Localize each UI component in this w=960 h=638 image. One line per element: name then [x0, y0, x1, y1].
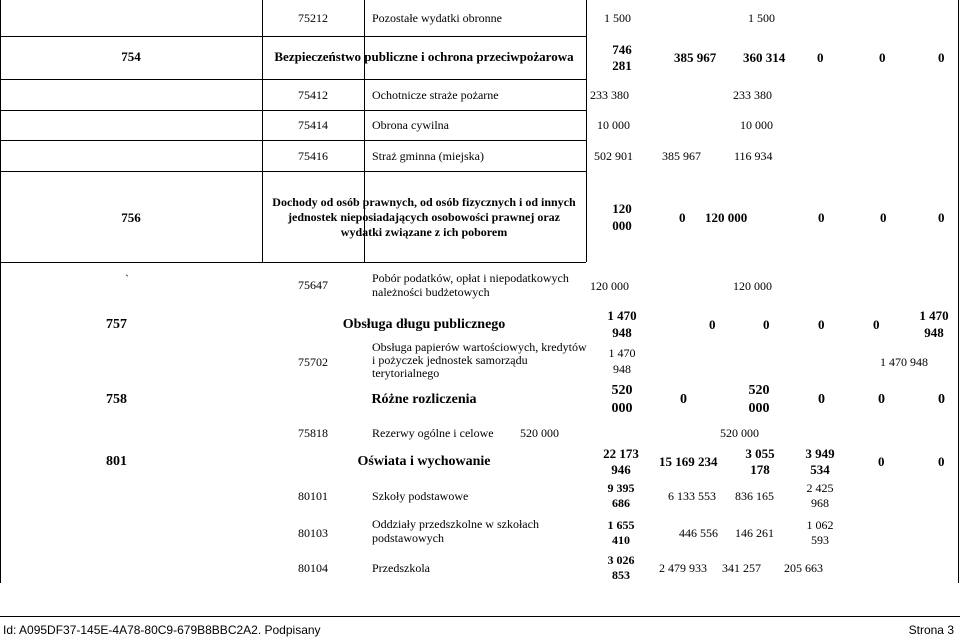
table-row-756-name-line3: wydatki związane z ich poborem — [340, 225, 508, 239]
table-row-80101-total-1: 9 395 — [607, 481, 635, 495]
table-row-801-col4-1: 3 949 — [805, 446, 835, 461]
table-row-75414-value: 10 000 — [740, 118, 773, 132]
table-row-75414-name: Obrona cywilna — [372, 118, 449, 132]
table-row-758-col3-2: 000 — [748, 401, 770, 416]
table-row-757-col6-1: 1 470 — [919, 308, 949, 323]
table-row-80104-total-2: 853 — [612, 568, 630, 582]
table-row-801-total-2: 946 — [611, 462, 631, 477]
table-row-80101-total-2: 686 — [612, 496, 630, 510]
table-row-757-code: 757 — [106, 317, 127, 332]
table-row-75702-value: 1 470 948 — [880, 355, 928, 369]
table-row-757-total-1: 1 470 — [607, 308, 637, 323]
row-divider — [0, 79, 586, 80]
table-row-80101-code: 80101 — [298, 489, 328, 503]
table-row-80101-name: Szkoły podstawowe — [372, 489, 469, 503]
table-row-80103-name-line1: Oddziały przedszkolne w szkołach — [372, 517, 539, 531]
table-row-80104-total-1: 3 026 — [607, 553, 635, 567]
table-row-75212-name: Pozostałe wydatki obronne — [372, 11, 502, 25]
table-row-80103-col2: 446 556 — [679, 526, 718, 540]
table-row-75702-name-line1: Obsługa papierów wartościowych, kredytów — [372, 340, 587, 354]
table-row-75702-name-line3: terytorialnego — [372, 366, 440, 380]
table-row-756-total-1: 120 — [612, 201, 632, 216]
table-row-801-col4-2: 534 — [810, 462, 830, 477]
table-row-757-col5: 0 — [873, 317, 880, 332]
table-row-757-col2: 0 — [709, 317, 716, 332]
table-row-801-col3-1: 3 055 — [745, 446, 775, 461]
table-row-75416-total: 502 901 — [594, 149, 633, 163]
table-row-80101-col3: 836 165 — [735, 489, 774, 503]
table-row-756-col6: 0 — [938, 210, 945, 225]
table-row-754-col5: 0 — [879, 50, 886, 65]
table-row-754-col3: 360 314 — [743, 50, 786, 65]
right-border — [958, 0, 959, 583]
table-row-758-col6: 0 — [938, 392, 945, 407]
table-row-801-total-1: 22 173 — [603, 446, 639, 461]
table-row-75702-total-2: 948 — [613, 362, 631, 376]
table-row-80103-col4-1: 1 062 — [806, 518, 834, 532]
table-row-75818-value: 520 000 — [720, 426, 759, 440]
table-row-80103-col4-2: 593 — [811, 533, 829, 547]
table-row-756-col2: 0 — [679, 210, 686, 225]
table-row-801-col5: 0 — [878, 454, 885, 469]
table-row-801-col6: 0 — [938, 454, 945, 469]
table-row-75414-total: 10 000 — [597, 118, 630, 132]
row-divider — [0, 110, 586, 111]
table-row-80103-code: 80103 — [298, 526, 328, 540]
table-row-75647-name-line1: Pobór podatków, opłat i niepodatkowych — [372, 271, 569, 285]
table-row-75416-code: 75416 — [298, 149, 328, 163]
table-row-75416-name: Straż gminna (miejska) — [372, 149, 484, 163]
table-row-801-name: Oświata i wychowanie — [357, 454, 491, 469]
table-row-75647-value: 120 000 — [733, 279, 772, 293]
row-divider — [0, 36, 586, 37]
table-row-801-col3-2: 178 — [750, 462, 770, 477]
row-divider — [0, 140, 586, 141]
table-row-758-col5: 0 — [878, 392, 885, 407]
table-row-756-col3: 120 000 — [705, 210, 748, 225]
page-number: Strona 3 — [908, 623, 954, 637]
table-row-75818-name: Rezerwy ogólne i celowe — [372, 426, 494, 440]
table-row-757-col6-2: 948 — [924, 325, 944, 340]
table-row-758-total-1: 520 — [611, 383, 633, 398]
table-row-75412-name: Ochotnicze straże pożarne — [372, 88, 499, 102]
table-row-75702-name-line2: i pożyczek jednostek samorządu — [372, 353, 528, 367]
document-id: Id: A095DF37-145E-4A78-80C9-679B8BBC2A2. Podpisany — [3, 623, 321, 637]
table-row-75818-code: 75818 — [298, 426, 328, 440]
table-row-80103-total-2: 410 — [612, 533, 630, 547]
table-row-756-name-line2: jednostek nieposiadających osobowości prawnej oraz — [288, 210, 560, 224]
table-row-754-col6: 0 — [938, 50, 945, 65]
table-row-758-col4: 0 — [818, 392, 825, 407]
row-divider — [0, 262, 586, 263]
table-row-758-total-2: 000 — [611, 401, 633, 416]
table-row-80104-col2: 2 479 933 — [659, 561, 707, 575]
table-row-80104-col4: 205 663 — [784, 561, 823, 575]
table-row-80101-col4-1: 2 425 — [806, 481, 834, 495]
table-row-75702-total-1: 1 470 — [608, 346, 636, 360]
table-row-757-total-2: 948 — [612, 325, 632, 340]
table-row-758-col2: 0 — [680, 392, 687, 407]
table-row-75647-code: 75647 — [298, 278, 328, 292]
table-row-75647-total: 120 000 — [590, 279, 629, 293]
table-row-754-total-2: 281 — [612, 58, 632, 73]
table-row-754-name: Bezpieczeństwo publiczne i ochrona przeciwpożarowa — [274, 49, 574, 64]
left-border — [0, 0, 1, 583]
table-row-754-total-1: 746 — [612, 42, 632, 57]
table-row-75412-total: 233 380 — [590, 88, 629, 102]
table-row-75412-code: 75412 — [298, 88, 328, 102]
table-row-80103-total-1: 1 655 — [607, 518, 635, 532]
table-row-80101-col2: 6 133 553 — [668, 489, 716, 503]
table-row-80104-name: Przedszkola — [372, 561, 430, 575]
table-row-754-col2: 385 967 — [674, 50, 717, 65]
table-row-75647-mark: ` — [125, 272, 129, 286]
table-row-757-col3: 0 — [763, 317, 770, 332]
table-row-754-col4: 0 — [817, 50, 824, 65]
table-row-75412-value: 233 380 — [733, 88, 772, 102]
table-row-758-code: 758 — [106, 392, 127, 407]
table-row-80101-col4-2: 968 — [811, 496, 829, 510]
table-row-756-total-2: 000 — [612, 218, 632, 233]
table-row-757-name: Obsługa długu publicznego — [342, 317, 506, 332]
table-row-756-code: 756 — [121, 210, 141, 225]
table-row-80103-col3: 146 261 — [735, 526, 774, 540]
table-row-80103-name-line2: podstawowych — [372, 531, 444, 545]
table-row-75212-total: 1 500 — [604, 11, 631, 25]
table-row-75212-code: 75212 — [298, 11, 328, 25]
table-row-756-name-line1: Dochody od osób prawnych, od osób fizycznych i od innych — [272, 195, 576, 209]
table-row-75702-code: 75702 — [298, 355, 328, 369]
table-row-756-col5: 0 — [880, 210, 887, 225]
table-row-75416-col3: 116 934 — [734, 149, 773, 163]
table-row-756-col4: 0 — [818, 210, 825, 225]
table-row-754-code: 754 — [121, 49, 141, 64]
table-row-75818-total: 520 000 — [520, 426, 559, 440]
table-row-75416-col2: 385 967 — [662, 149, 701, 163]
table-row-758-col3-1: 520 — [748, 383, 770, 398]
table-row-757-col4: 0 — [818, 317, 825, 332]
table-row-801-col2: 15 169 234 — [659, 454, 718, 469]
table-row-75212-value: 1 500 — [748, 11, 775, 25]
row-divider — [0, 171, 586, 172]
table-row-80104-col3: 341 257 — [722, 561, 761, 575]
page-footer — [0, 620, 960, 638]
table-row-75647-name-line2: należności budżetowych — [372, 285, 490, 299]
table-row-80104-code: 80104 — [298, 561, 328, 575]
table-row-758-name: Różne rozliczenia — [371, 392, 477, 407]
column-divider — [586, 0, 587, 262]
table-row-801-code: 801 — [106, 454, 127, 469]
footer-separator — [0, 616, 960, 617]
table-row-75414-code: 75414 — [298, 118, 328, 132]
